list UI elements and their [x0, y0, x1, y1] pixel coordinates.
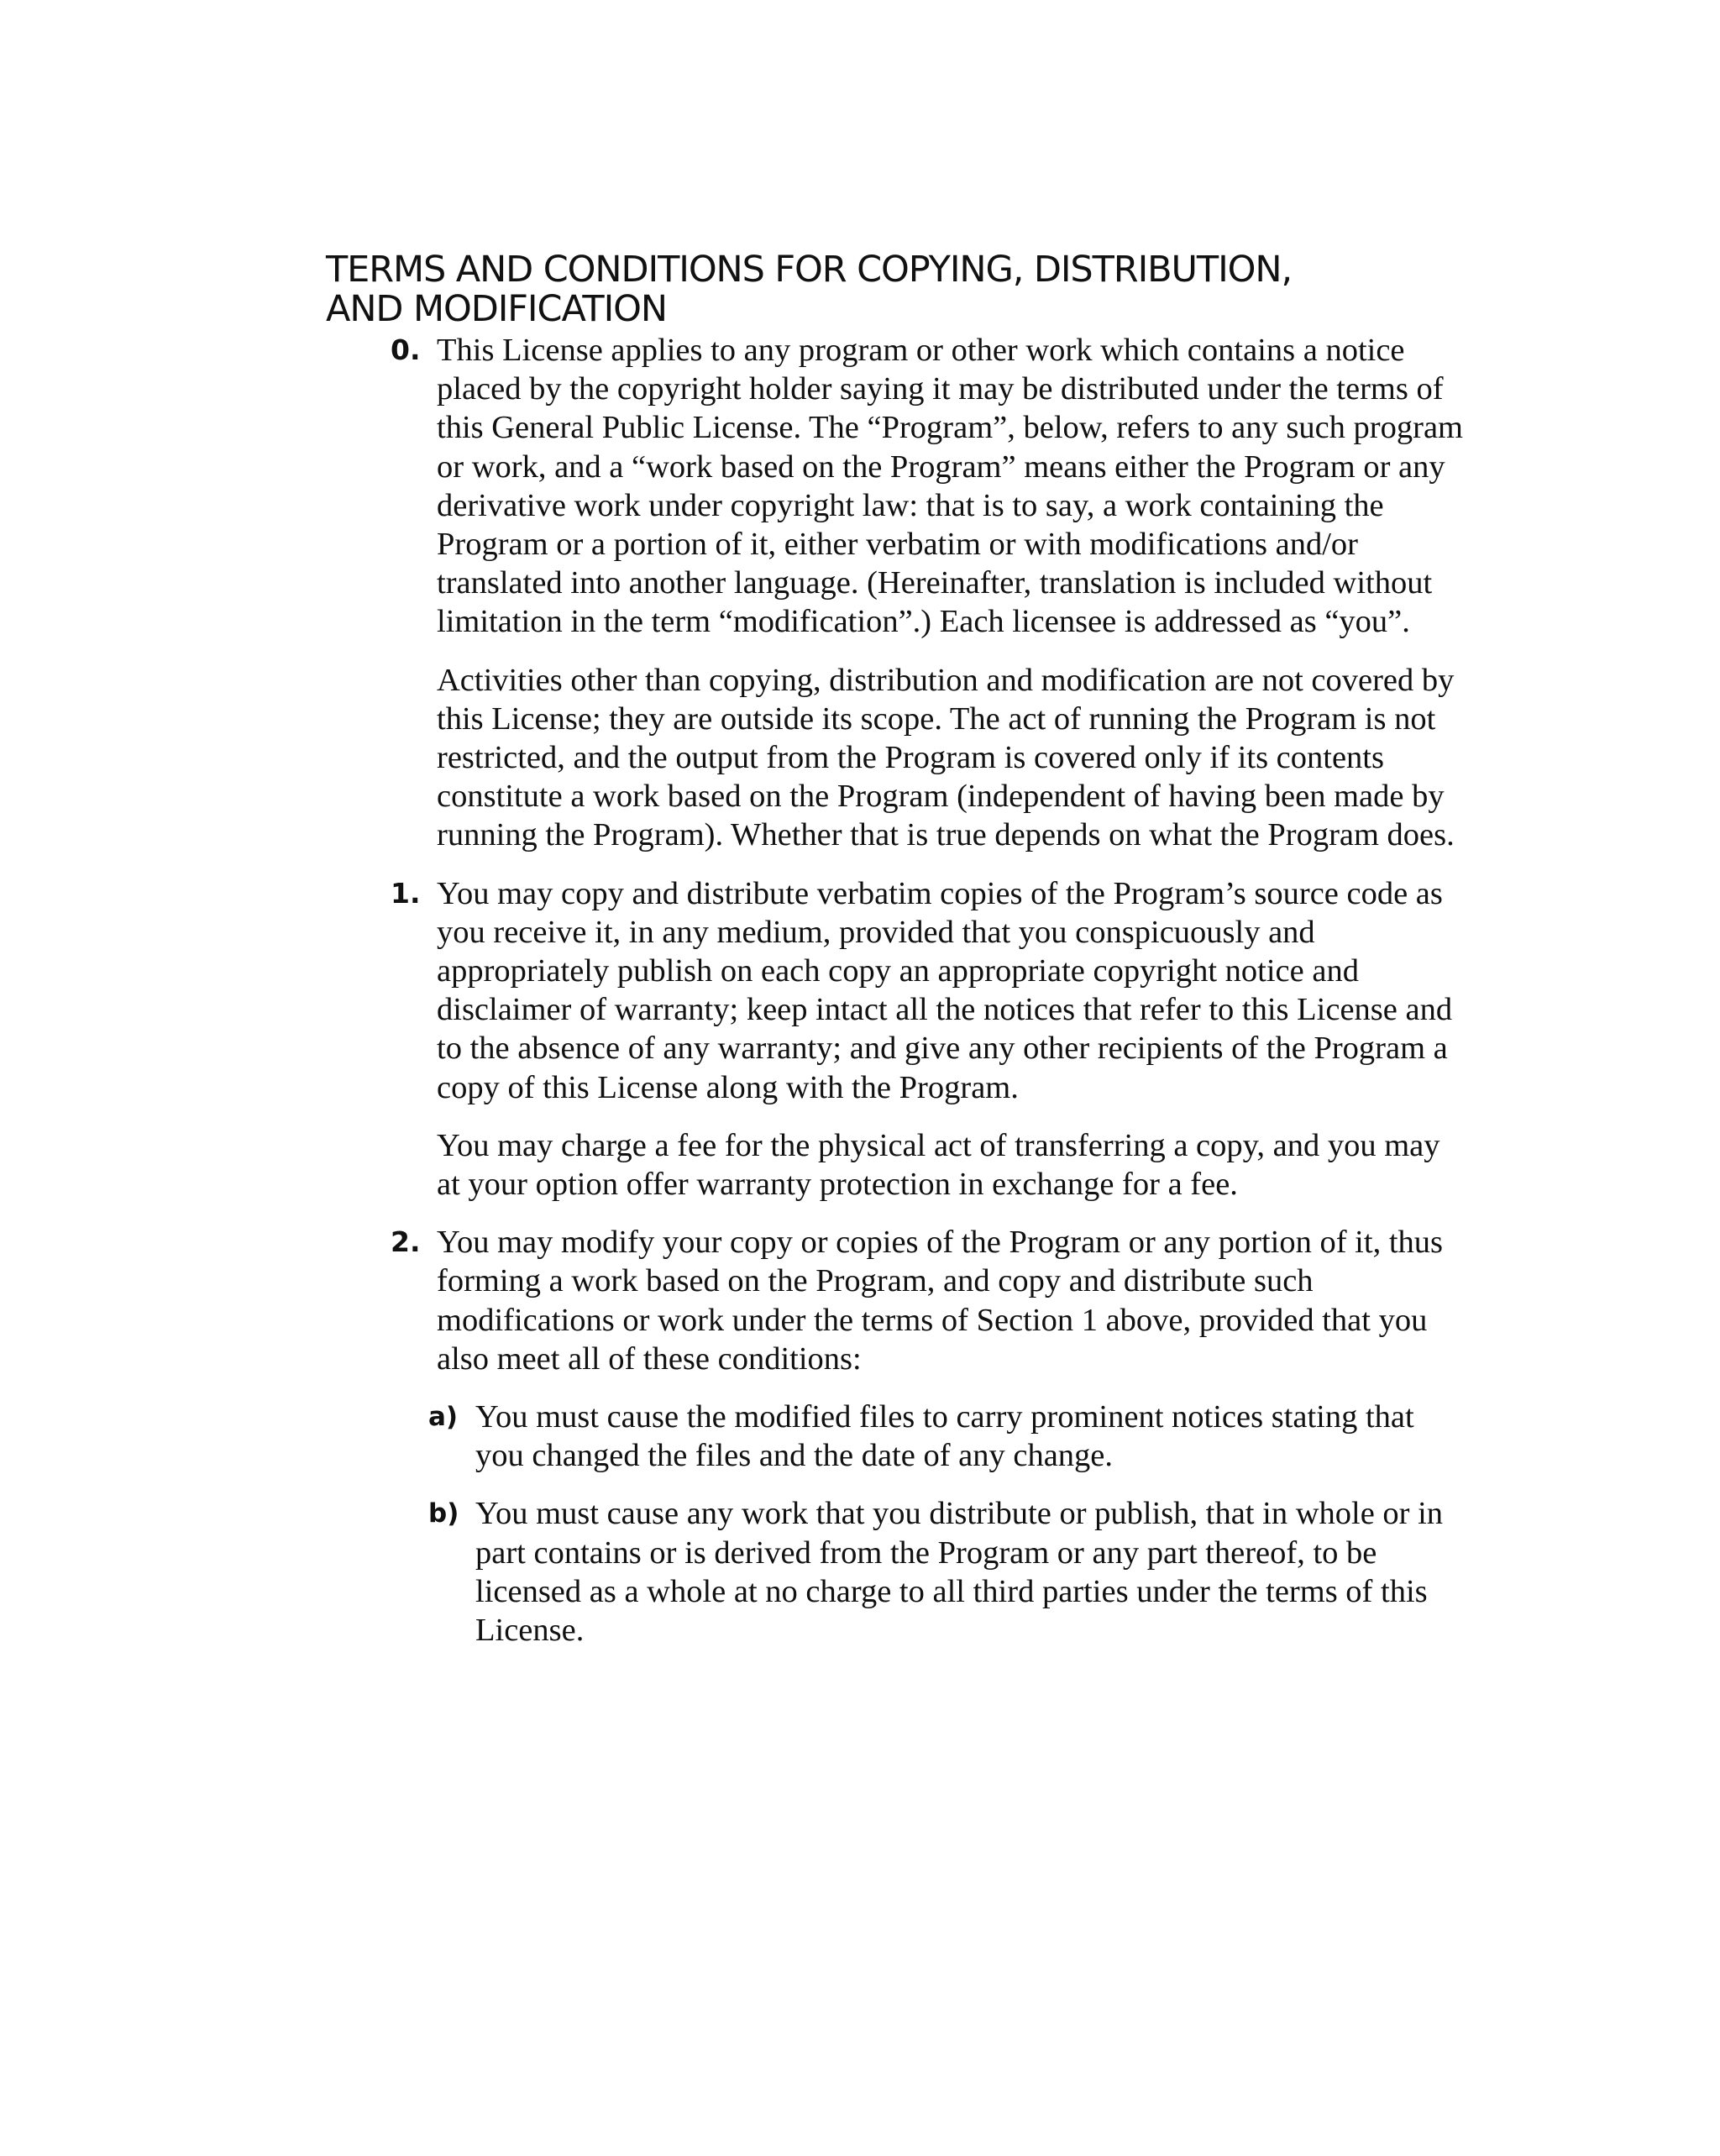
section-2: [386, 1223, 1470, 1650]
subitem-label: a): [428, 1402, 459, 1433]
subitem-b: [428, 1494, 1470, 1650]
subitem-label: b): [428, 1498, 459, 1529]
terms-body: [386, 331, 1470, 1650]
heading-line-1: TERMS AND CONDITIONS FOR COPYING, DISTRIBUTION,: [326, 249, 1293, 291]
subitem-text: You must cause any work that you distribute or publish, that in whole or in part contains or is derived from the Program or any part thereof, to be licensed as a whole at no charge to all third parties under the terms of this License.: [475, 1496, 1444, 1649]
section-paragraph: You may modify your copy or copies of the Program or any portion of it, thus forming a work based on the Program, and copy and distribute such modifications or work under the terms of Section 1 above, provided that you also meet all of these conditions:: [437, 1225, 1443, 1377]
section-paragraph: This License applies to any program or other work which contains a notice placed by the copyright holder saying it may be distributed under the terms of this General Public License. The “Program”, below, refers to any such program or work, and a “work based on the Program” means either the Program or any derivative work under copyright law: that is to say, a work containing the Program or a portion of it, either verbatim or with modifications and/or translated into another language. (Hereinafter, translation is included without limitation in the term “modification”.) Each licensee is addressed as “you”.: [437, 333, 1463, 640]
section-paragraph: You may charge a fee for the physical act of transferring a copy, and you may at your option offer warranty protection in exchange for a fee.: [437, 1127, 1440, 1203]
heading-line-2: AND MODIFICATION: [326, 288, 667, 330]
section-number: 0.: [391, 333, 421, 366]
section-paragraph: You may copy and distribute verbatim copies of the Program’s source code as you receive it, in any medium, provided that you conspicuously and appropriately publish on each copy an appropriate copyright notice and disclaimer of warranty; keep intact all the notices that refer to this License and to the absence of any warranty; and give any other recipients of the Program a copy of this License along with the Program.: [437, 875, 1453, 1105]
section-number: 2.: [391, 1225, 421, 1259]
section-1: [386, 874, 1470, 1204]
section-paragraph: Activities other than copying, distribution and modification are not covered by this License; they are outside its scope. The act of running the Program is not restricted, and the output from the Program is covered only if its contents constitute a work based on the Program (independent of having been made by running the Program). Whether that is true depends on what the Program does.: [437, 662, 1455, 853]
section-heading: [326, 250, 1502, 329]
subitem-text: You must cause the modified files to carry prominent notices stating that you changed the files and the date of any change.: [475, 1399, 1414, 1474]
section-number: 1.: [391, 876, 421, 910]
subitem-a: [428, 1398, 1470, 1475]
section-0: [386, 331, 1470, 855]
